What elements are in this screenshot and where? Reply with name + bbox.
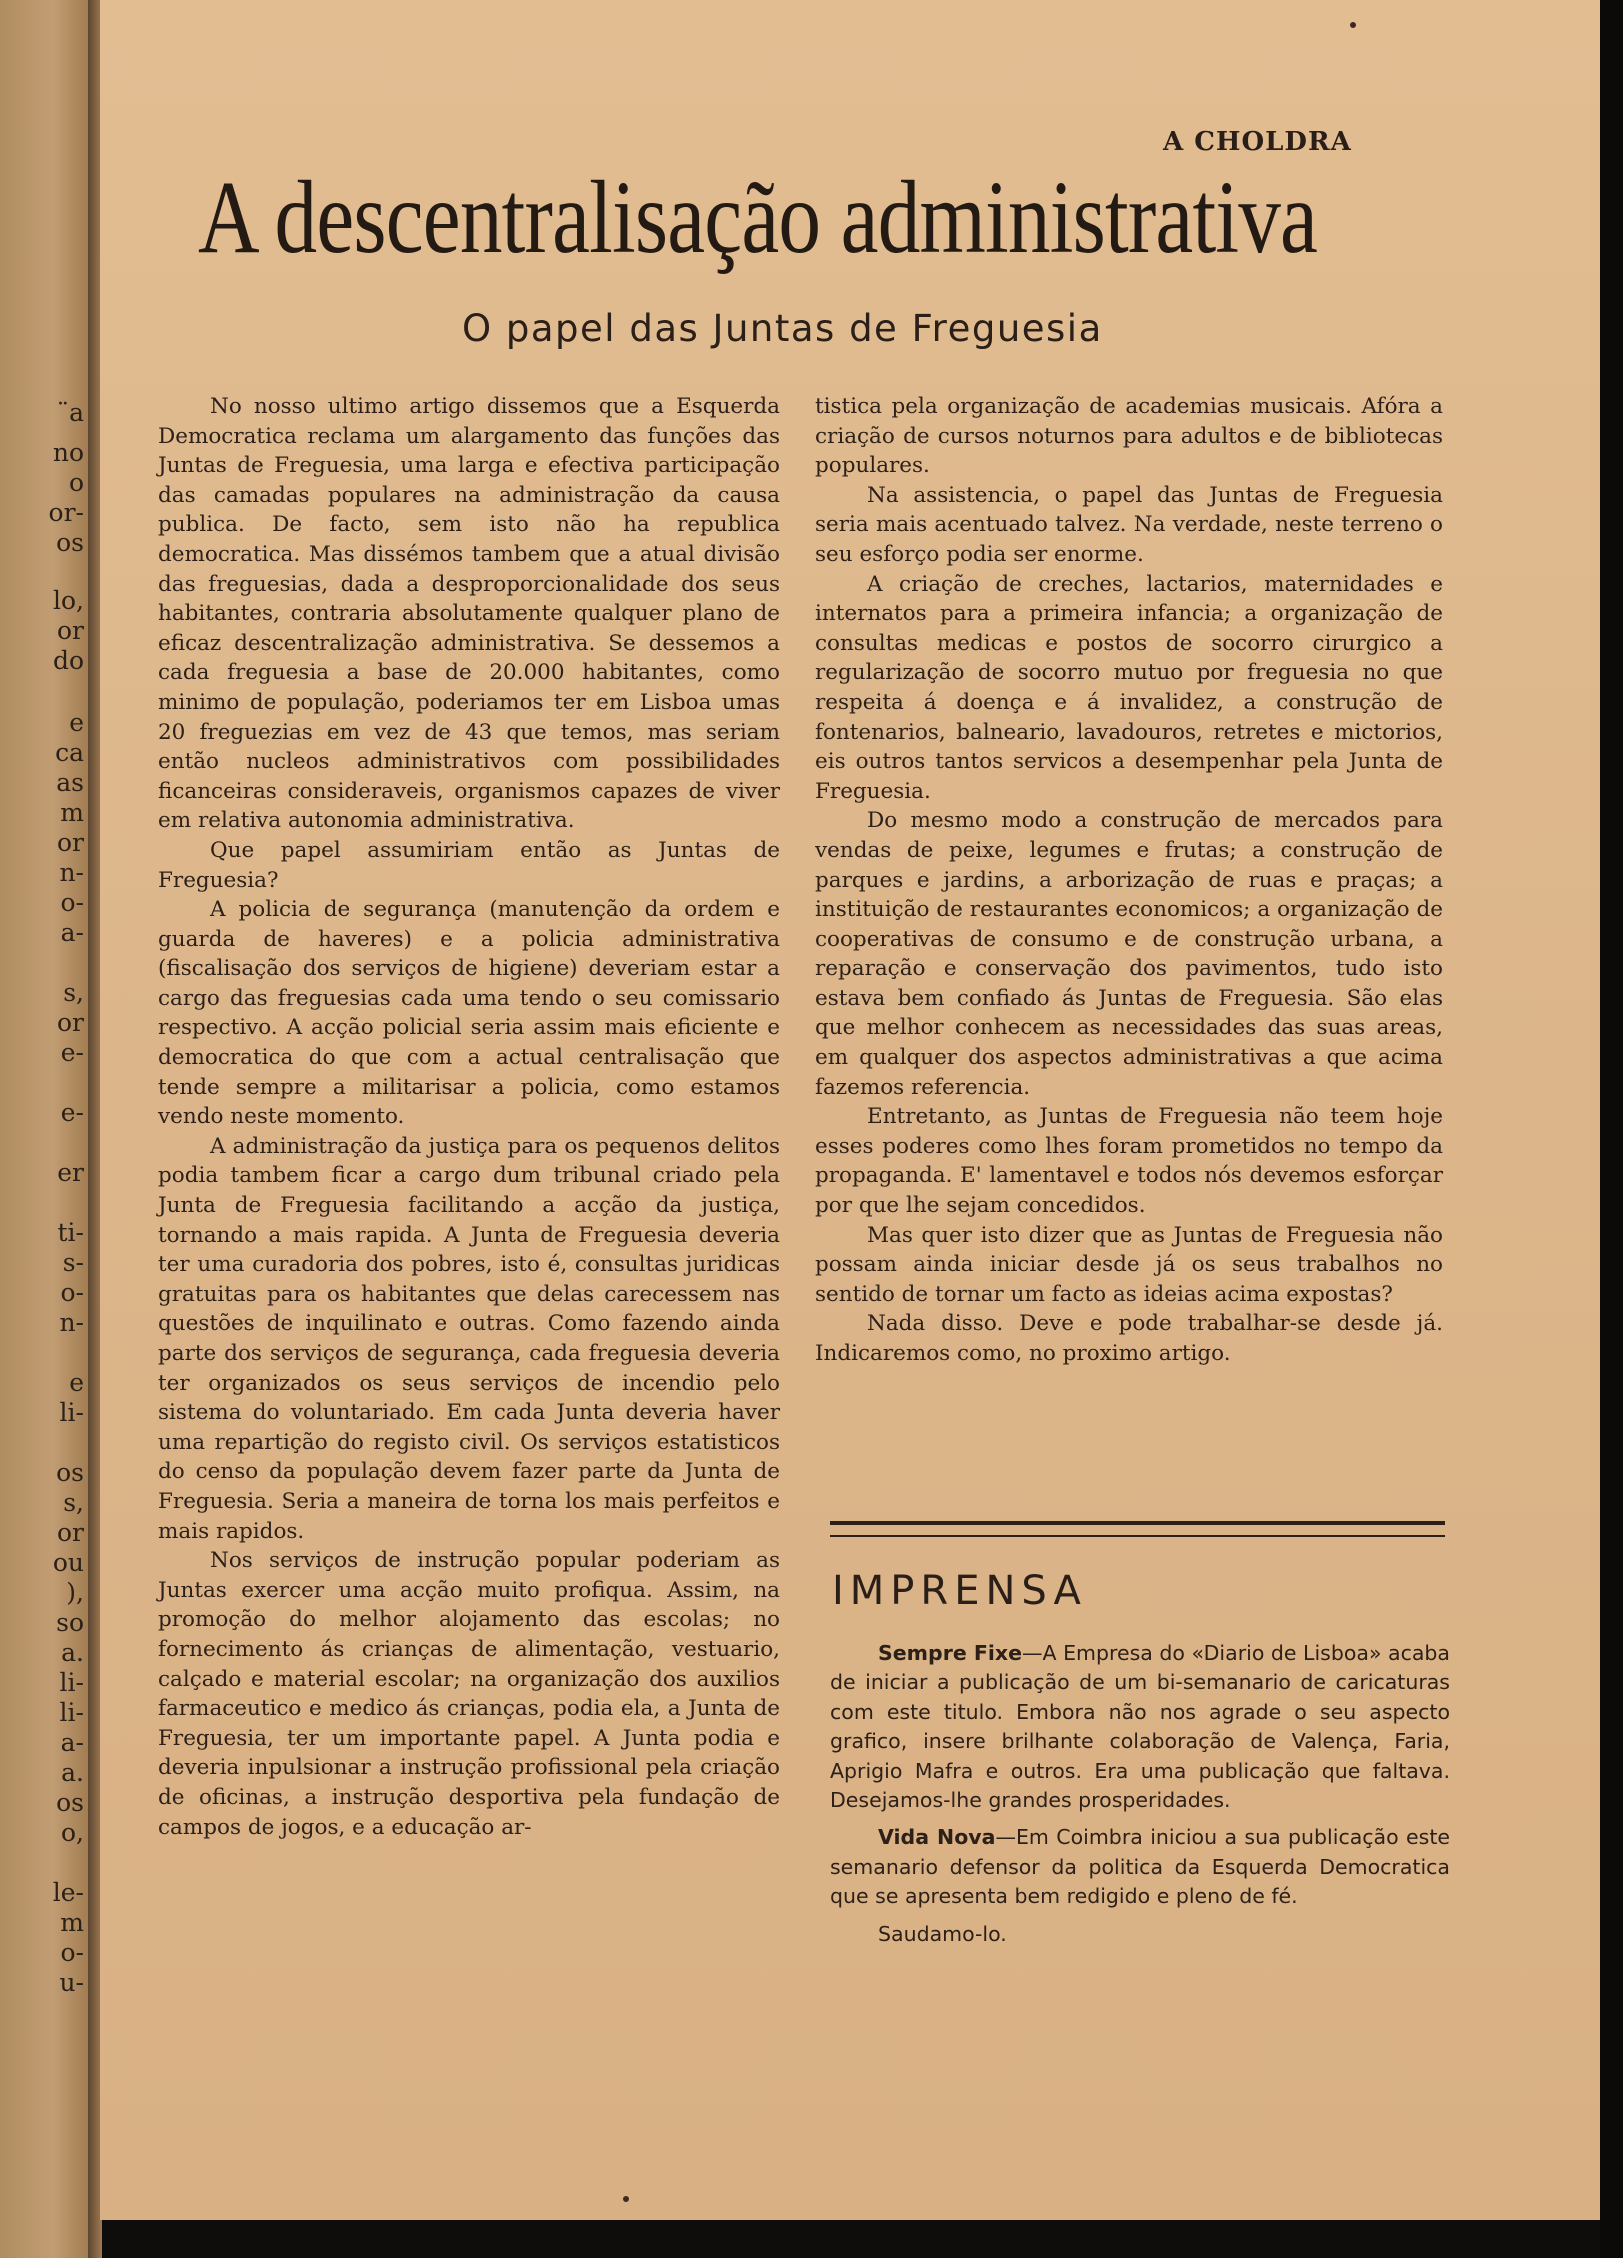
press-item-text: —Em Coimbra iniciou a sua publicação este semanario defensor da politica da Esquerda Democratica que se apresenta bem redigido e pleno de fé.	[830, 1825, 1450, 1909]
article-paragraph: A administração da justiça para os pequenos delitos podia tambem ficar a cargo dum tribunal criado pela Junta de Freguesia facilitando a acção da justiça, tornando a mais rapida. A Junta de Freguesia deveria ter uma curadoria dos pobres, isto é, consultas juridicas gratuitas para os habitantes que delas carecessem nas questões de inquilinato e outras. Como fazendo ainda parte dos serviços de segurança, cada freguesia deveria ter organizados os seus serviços de incendio pelo sistema do voluntariado. Em cada Junta deveria haver uma repartição do registo civil. Os serviços estatisticos do censo da população devem fazer parte da Junta de Freguesia. Seria a maneira de torna los mais perfeitos e mais rapidos.	[158, 1133, 780, 1544]
previous-page-text-fragment: or	[56, 1008, 84, 1037]
article-paragraph: Que papel assumiriam então as Juntas de Freguesia?	[158, 837, 780, 893]
previous-page-text-fragment: or-	[48, 498, 84, 527]
article-paragraph: Do mesmo modo a construção de mercados para vendas de peixe, legumes e frutas; a construção de parques e jardins, a arborização de ruas e praças; a instituição de restaurantes economicos; a organização de cooperativas de consumo e de construção urbana, a reparação e conservação dos pavimentos, tudo isto estava bem confiado ás Juntas de Freguesia. São elas que melhor conhecem as necessidades das suas areas, em qualquer dos aspectos administrativas a que acima fazemos referencia.	[815, 808, 1443, 1100]
previous-page-text-fragment: n-	[59, 1308, 84, 1337]
previous-page-text-fragment: or	[56, 616, 84, 645]
previous-page-text-fragment: s,	[63, 978, 84, 1007]
previous-page-text-fragment: er	[57, 1158, 84, 1187]
previous-page-text-fragment: e	[69, 708, 84, 737]
previous-page-text-fragment: e	[69, 1368, 84, 1397]
press-item-title: Vida Nova	[878, 1825, 996, 1850]
previous-page-text-fragment: e-	[60, 1098, 84, 1127]
previous-page-text-fragment: s,	[63, 1488, 84, 1517]
article-paragraph: A criação de creches, lactarios, maternidades e internatos para a primeira infancia; a organização de consultas medicas e postos de socorro cirurgico a regularização de socorro mutuo por freguesia no que respeita á doença e á invalidez, a construção de fontenarios, balneario, lavadouros, retretes e mictorios, eis outros tantos servicos a desempenhar pela Junta de Freguesia.	[815, 571, 1443, 804]
imprensa-section	[830, 1639, 1450, 1957]
article-paragraph: tistica pela organização de academias musicais. Afóra a criação de cursos noturnos para adultos e de bibliotecas populares.	[815, 394, 1443, 479]
article-paragraph: Na assistencia, o papel das Juntas de Freguesia seria mais acentuado talvez. Na verdade, neste terreno o seu esforço podia ser enorme.	[815, 482, 1443, 567]
article-paragraph: Mas quer isto dizer que as Juntas de Freguesia não possam ainda iniciar desde já os seus trabalhos no sentido de tornar um facto as ideias acima expostas?	[815, 1222, 1443, 1307]
previous-page-text-fragment: u-	[59, 1968, 84, 1997]
previous-page-text-fragment: a-	[60, 918, 84, 947]
previous-page-text-fragment: a-	[60, 1728, 84, 1757]
previous-page-edge	[0, 0, 88, 2258]
previous-page-text-fragment: o-	[60, 888, 84, 917]
previous-page-text-fragment: ),	[66, 1578, 84, 1607]
previous-page-text-fragment: a.	[61, 1638, 84, 1667]
previous-page-text-fragment: a.	[61, 1758, 84, 1787]
previous-page-text-fragment: ¨a	[56, 398, 84, 427]
previous-page-text-fragment: o	[68, 468, 84, 497]
press-item-text: Saudamo-lo.	[878, 1921, 1007, 1946]
previous-page-text-fragment: or	[56, 828, 84, 857]
previous-page-text-fragment: os	[56, 1458, 84, 1487]
previous-page-text-fragment: no	[52, 438, 84, 467]
paper-speck	[1350, 22, 1356, 28]
article-paragraph: Entretanto, as Juntas de Freguesia não teem hoje esses poderes como lhes foram prometidos no tempo da propaganda. E' lamentavel e todos nós devemos esforçar por que lhe sejam concedidos.	[815, 1104, 1443, 1219]
press-item	[830, 1920, 1450, 1949]
article-paragraph: No nosso ultimo artigo dissemos que a Esquerda Democratica reclama um alargamento das funções das Juntas de Freguesia, uma larga e efectiva participação das camadas populares na administração da causa publica. De facto, sem isto não ha republica democratica. Mas dissémos tambem que a atual divisão das freguesias, dada a desproporcionalidade dos seus habitantes, contraria absolutamente qualquer plano de eficaz descentralização administrativa. Se dessemos a cada freguesia a base de 20.000 habitantes, como minimo de população, poderiamos ter em Lisboa umas 20 freguezias em vez de 43 que temos, mas seriam então nucleos administrativos com possibilidades ficanceiras consideraveis, organismos capazes de viver em relativa autonomia administrativa.	[158, 394, 780, 834]
press-item	[830, 1823, 1450, 1911]
running-head: A CHOLDRA	[1163, 127, 1352, 157]
previous-page-text-fragment: ti-	[57, 1218, 84, 1247]
imprensa-heading: IMPRENSA	[832, 1568, 1087, 1614]
previous-page-text-fragment: li-	[59, 1668, 84, 1697]
previous-page-text-fragment: or	[56, 1518, 84, 1547]
previous-page-text-fragment: e-	[60, 1038, 84, 1067]
press-item-title: Sempre Fixe	[878, 1641, 1023, 1665]
previous-page-text-fragment: o-	[60, 1278, 84, 1307]
previous-page-text-fragment: s-	[62, 1248, 84, 1277]
previous-page-text-fragment: as	[56, 768, 84, 797]
previous-page-text-fragment: le-	[52, 1878, 84, 1907]
article-paragraph: Nada disso. Deve e pode trabalhar-se desde já. Indicaremos como, no proximo artigo.	[815, 1311, 1443, 1366]
article-paragraph: A policia de segurança (manutenção da ordem e guarda de haveres) e a policia administrativa (fiscalisação dos serviços de higiene) deveriam estar a cargo das freguesias cada uma tendo o seu comissario respectivo. A acção policial seria assim mais eficiente e democratica do que com a actual centralisação que tende sempre a militarisar a policia, como estamos vendo neste momento.	[158, 897, 780, 1130]
previous-page-text-fragment: do	[52, 646, 84, 675]
previous-page-text-fragment: os	[56, 1788, 84, 1817]
section-divider	[830, 1521, 1445, 1537]
press-item-text: —A Empresa do «Diario de Lisboa» acaba de iniciar a publicação de um bi-semanario de caricaturas com este titulo. Embora não nos agrade o seu aspecto grafico, insere brilhante colaboração de Valença, Faria, Aprigio Mafra e outros. Era uma publicação que faltava. Desejamos-lhe grandes prosperidades.	[830, 1641, 1450, 1813]
article-paragraph: Nos serviços de instrução popular poderiam as Juntas exercer uma acção muito profiqua. Assim, na promoção do melhor alojamento das escolas; no fornecimento ás crianças de alimentação, vestuario, calçado e material escolar; na organização dos auxilios farmaceutico e medico ás crianças, podia ela, a Junta de Freguesia, ter um importante papel. A Junta podia e deveria inpulsionar a instrução profissional pela criação de oficinas, a instrução desportiva pela fundação de campos de jogos, e a educação ar-	[158, 1548, 780, 1840]
previous-page-text-fragment: m	[60, 1908, 84, 1937]
page-edge-shadow	[1600, 0, 1623, 2258]
article-column-left	[158, 392, 780, 1842]
previous-page-text-fragment: li-	[59, 1698, 84, 1727]
previous-page-text-fragment: li-	[59, 1398, 84, 1427]
paper-speck	[623, 2196, 629, 2202]
previous-page-text-fragment: ou	[52, 1548, 84, 1577]
previous-page-text-fragment: lo,	[53, 586, 84, 615]
previous-page-text-fragment: os	[56, 528, 84, 557]
previous-page-text-fragment: o-	[60, 1938, 84, 1967]
article-title: A descentralisação administrativa	[198, 160, 1318, 275]
previous-page-text-fragment: so	[56, 1608, 84, 1637]
article-column-right	[815, 392, 1443, 1369]
previous-page-text-fragment: ca	[55, 738, 84, 767]
previous-page-text-fragment: n-	[59, 858, 84, 887]
previous-page-text-fragment: o,	[61, 1818, 84, 1847]
article-subtitle: O papel das Juntas de Freguesia	[462, 307, 1103, 350]
press-item	[830, 1639, 1450, 1815]
previous-page-text-fragment: m	[60, 798, 84, 827]
